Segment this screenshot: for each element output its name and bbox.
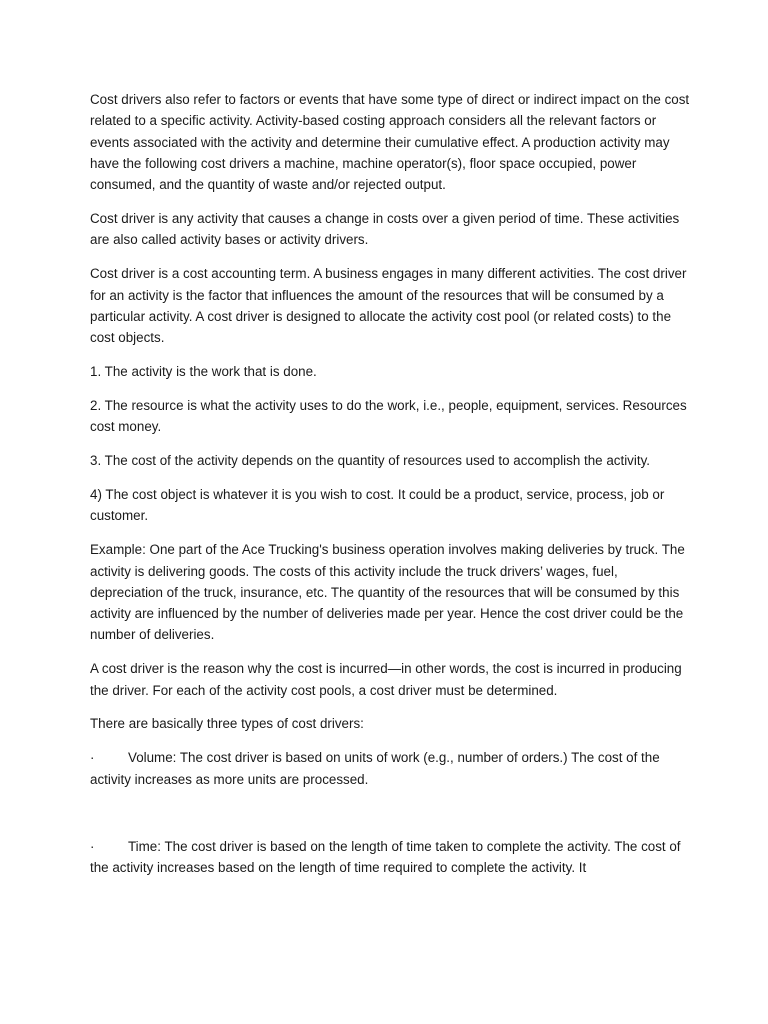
list-item-cost-of-activity: 3. The cost of the activity depends on the quantity of resources used to accomplish the activity. [90, 453, 650, 469]
bullet-volume [90, 747, 690, 790]
paragraph-reason-incurred: A cost driver is the reason why the cost is incurred—in other words, the cost is incurred in producing the driver. For each of the activity cost pools, a cost driver must be determined. [90, 661, 682, 698]
bullet-text: Time: The cost driver is based on the length of time taken to complete the activity. The cost of the activity increases based on the length of time required to complete the activity. It [90, 838, 681, 875]
list-item-cost-object: 4) The cost object is whatever it is you wish to cost. It could be a product, service, process, job or customer. [90, 487, 665, 524]
bullet-glyph: · [90, 838, 95, 854]
paragraph-cost-accounting-term: Cost driver is a cost accounting term. A business engages in many different activities. The cost driver for an activity is the factor that influences the amount of the resources that will be consumed by a particular activity. A cost driver is designed to allocate the activity cost pool (or related costs) to the cost objects. [90, 266, 687, 346]
paragraph-cost-driver-definition: Cost driver is any activity that causes a change in costs over a given period of time. These activities are also called activity bases or activity drivers. [90, 211, 680, 248]
bullet-text: Volume: The cost driver is based on units of work (e.g., number of orders.) The cost of the activity increases as more units are processed. [90, 750, 660, 787]
blank-line [90, 803, 690, 836]
document-body [90, 89, 690, 891]
list-item-resource: 2. The resource is what the activity uses to do the work, i.e., people, equipment, services. Resources cost money. [90, 397, 687, 435]
paragraph-types-intro: There are basically three types of cost drivers: [90, 716, 364, 732]
paragraph-cost-drivers-intro: Cost drivers also refer to factors or events that have some type of direct or indirect impact on the cost related to a specific activity. Activity-based costing approach considers all the relevant factors or events associated with the activity and determine their cumulative effect. A production activity may have the following cost drivers a machine, machine operator(s), floor space occupied, power consumed, and the quantity of waste and/or rejected output. [90, 92, 690, 193]
list-item-activity: 1. The activity is the work that is done. [90, 364, 317, 380]
bullet-time [90, 836, 690, 879]
bullet-glyph: · [90, 750, 95, 766]
paragraph-example: Example: One part of the Ace Trucking's business operation involves making deliveries by truck. The activity is delivering goods. The costs of this activity include the truck drivers’ wages, fuel, depreciation of the truck, insurance, etc. The quantity of the resources that will be consumed by this activity are influenced by the number of deliveries made per year. Hence the cost driver could be the number of deliveries. [90, 542, 685, 643]
